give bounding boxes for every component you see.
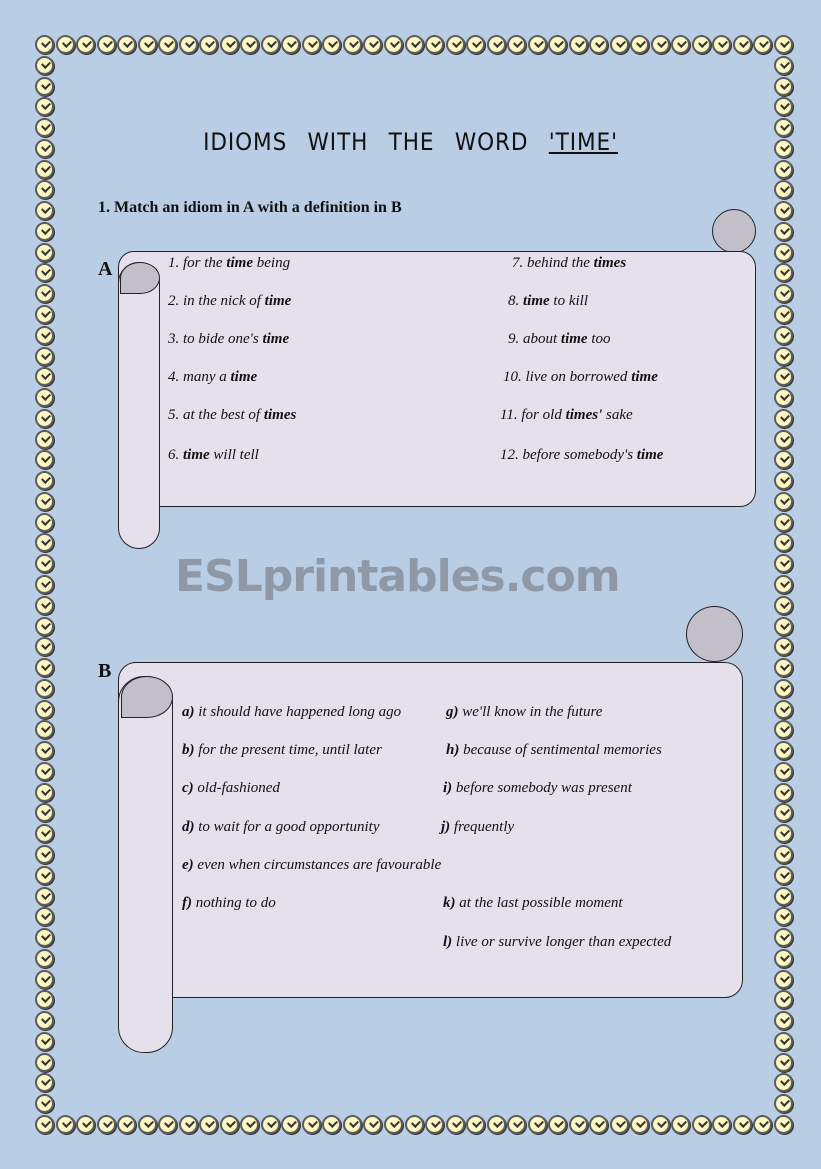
- definition-item: [182, 857, 441, 874]
- item-number: 2.: [168, 293, 180, 309]
- clock-icon: [774, 284, 793, 303]
- clock-icon: [35, 56, 54, 75]
- clock-icon: [35, 658, 54, 677]
- item-text: it should have happened long ago: [198, 704, 402, 720]
- clock-icon: [630, 35, 649, 54]
- clock-icon: [774, 803, 793, 822]
- idiom-item: [500, 447, 663, 464]
- clock-icon: [35, 222, 54, 241]
- item-text: nothing to do: [195, 895, 276, 911]
- clock-icon: [35, 388, 54, 407]
- clock-icon: [425, 1115, 444, 1134]
- clock-icon: [774, 866, 793, 885]
- clock-icon: [651, 1115, 670, 1134]
- clock-icon: [774, 907, 793, 926]
- clock-icon: [712, 1115, 731, 1134]
- item-text: too: [587, 331, 611, 347]
- clock-icon: [589, 1115, 608, 1134]
- clock-icon: [692, 35, 711, 54]
- clock-icon: [35, 803, 54, 822]
- clock-icon: [138, 35, 157, 54]
- clock-icon: [446, 35, 465, 54]
- clock-icon: [35, 845, 54, 864]
- clock-icon: [35, 1094, 54, 1113]
- item-number: 12.: [500, 447, 519, 463]
- idiom-item: [500, 407, 633, 424]
- clock-icon: [35, 243, 54, 262]
- item-keyword: time: [230, 369, 258, 385]
- clock-icon: [35, 533, 54, 552]
- item-keyword: time: [183, 447, 210, 463]
- item-keyword: times: [593, 255, 627, 271]
- item-text: live or survive longer than expected: [455, 934, 672, 950]
- item-number: 4.: [168, 369, 180, 385]
- clock-icon: [35, 492, 54, 511]
- idiom-item: [168, 407, 296, 424]
- item-keyword: time: [264, 293, 292, 309]
- clock-icon: [35, 513, 54, 532]
- idiom-item: [168, 293, 291, 310]
- clock-icon: [35, 617, 54, 636]
- item-text: for the present time, until later: [198, 742, 382, 758]
- item-text: for old: [521, 407, 566, 423]
- clock-icon: [35, 35, 54, 54]
- item-text: even when circumstances are favourable: [197, 857, 442, 873]
- clock-icon: [35, 97, 54, 116]
- clock-icon: [363, 35, 382, 54]
- clock-icon: [774, 347, 793, 366]
- item-text: to wait for a good opportunity: [198, 819, 380, 835]
- definition-item: [446, 704, 602, 721]
- exercise-instruction: 1. Match an idiom in A with a definition in B: [98, 199, 402, 216]
- clock-icon: [589, 35, 608, 54]
- idiom-item: [512, 255, 626, 272]
- clock-icon: [35, 575, 54, 594]
- clock-icon: [35, 450, 54, 469]
- item-keyword: time: [226, 255, 254, 271]
- clock-icon: [610, 1115, 629, 1134]
- item-text: at the last possible moment: [459, 895, 623, 911]
- clock-icon: [35, 77, 54, 96]
- clock-icon: [35, 990, 54, 1009]
- clock-icon: [35, 783, 54, 802]
- item-text: sake: [602, 407, 633, 423]
- clock-icon: [671, 35, 690, 54]
- definition-item: [182, 742, 382, 759]
- item-letter: c): [182, 780, 194, 796]
- clock-icon: [35, 471, 54, 490]
- clock-icon: [117, 35, 136, 54]
- clock-icon: [774, 450, 793, 469]
- clock-icon: [35, 284, 54, 303]
- clock-icon: [528, 1115, 547, 1134]
- clock-icon: [774, 596, 793, 615]
- clock-icon: [35, 409, 54, 428]
- item-letter: l): [443, 934, 453, 950]
- clock-icon: [138, 1115, 157, 1134]
- scroll-roll: [118, 262, 160, 549]
- scroll-roll: [118, 676, 173, 1053]
- clock-icon: [35, 1032, 54, 1051]
- clock-icon: [753, 35, 772, 54]
- definition-item: [182, 704, 401, 721]
- scroll-curl: [120, 262, 160, 294]
- clock-icon: [35, 201, 54, 220]
- clock-icon: [774, 97, 793, 116]
- clock-icon: [774, 409, 793, 428]
- clock-icon: [774, 554, 793, 573]
- clock-icon: [774, 762, 793, 781]
- clock-icon: [56, 35, 75, 54]
- clock-icon: [692, 1115, 711, 1134]
- definition-item: [443, 934, 671, 951]
- clock-icon: [774, 513, 793, 532]
- clock-icon: [261, 1115, 280, 1134]
- item-number: 10.: [503, 369, 522, 385]
- clock-icon: [97, 1115, 116, 1134]
- clock-icon: [774, 222, 793, 241]
- clock-icon: [425, 35, 444, 54]
- clock-icon: [774, 305, 793, 324]
- clock-icon: [35, 720, 54, 739]
- item-text: before somebody's: [522, 447, 637, 463]
- clock-icon: [35, 637, 54, 656]
- item-text: about: [523, 331, 561, 347]
- clock-icon: [774, 1032, 793, 1051]
- section-b-label: B: [98, 660, 112, 682]
- clock-icon: [322, 35, 341, 54]
- clock-icon: [487, 35, 506, 54]
- clock-icon: [35, 367, 54, 386]
- clock-icon: [569, 35, 588, 54]
- scroll-curl: [686, 606, 743, 662]
- scroll-curl: [121, 676, 173, 718]
- clock-icon: [240, 35, 259, 54]
- clock-icon: [774, 1115, 793, 1134]
- clock-icon: [35, 741, 54, 760]
- clock-icon: [548, 35, 567, 54]
- clock-icon: [240, 1115, 259, 1134]
- clock-icon: [487, 1115, 506, 1134]
- clock-icon: [35, 887, 54, 906]
- clock-icon: [774, 430, 793, 449]
- clock-icon: [774, 741, 793, 760]
- clock-icon: [35, 596, 54, 615]
- definition-item: [441, 819, 514, 836]
- clock-icon: [35, 824, 54, 843]
- clock-icon: [35, 1115, 54, 1134]
- definition-item: [443, 895, 623, 912]
- clock-icon: [97, 35, 116, 54]
- idiom-item: [168, 447, 259, 464]
- item-number: 8.: [508, 293, 520, 309]
- item-number: 6.: [168, 447, 180, 463]
- item-keyword: times': [565, 407, 603, 423]
- clock-icon: [774, 533, 793, 552]
- clock-icon: [199, 35, 218, 54]
- item-letter: i): [443, 780, 453, 796]
- clock-icon: [384, 35, 403, 54]
- item-text: because of sentimental memories: [463, 742, 662, 758]
- item-text: in the nick of: [183, 293, 265, 309]
- clock-icon: [35, 554, 54, 573]
- clock-icon: [774, 658, 793, 677]
- item-text: to kill: [549, 293, 588, 309]
- clock-icon: [363, 1115, 382, 1134]
- clock-icon: [179, 35, 198, 54]
- clock-icon: [774, 35, 793, 54]
- clock-icon: [774, 388, 793, 407]
- clock-icon: [302, 1115, 321, 1134]
- clock-icon: [507, 1115, 526, 1134]
- item-text: behind the: [527, 255, 594, 271]
- idiom-item: [508, 331, 611, 348]
- item-letter: g): [446, 704, 459, 720]
- definition-item: [182, 819, 380, 836]
- item-letter: k): [443, 895, 456, 911]
- title-word: 'TIME': [548, 128, 618, 156]
- clock-icon: [774, 367, 793, 386]
- item-number: 11.: [500, 407, 518, 423]
- item-text: we'll know in the future: [462, 704, 603, 720]
- clock-icon: [220, 1115, 239, 1134]
- item-keyword: time: [523, 293, 550, 309]
- item-letter: j): [441, 819, 451, 835]
- clock-icon: [774, 263, 793, 282]
- definition-item: [182, 895, 276, 912]
- item-number: 9.: [508, 331, 520, 347]
- clock-icon: [774, 1053, 793, 1072]
- idiom-item: [508, 293, 588, 310]
- clock-icon: [548, 1115, 567, 1134]
- item-text: live on borrowed: [525, 369, 632, 385]
- clock-icon: [774, 928, 793, 947]
- clock-icon: [569, 1115, 588, 1134]
- clock-icon: [774, 1073, 793, 1092]
- clock-icon: [774, 575, 793, 594]
- item-text: old-fashioned: [197, 780, 280, 796]
- clock-icon: [446, 1115, 465, 1134]
- clock-icon: [76, 1115, 95, 1134]
- clock-icon: [35, 1011, 54, 1030]
- clock-icon: [733, 35, 752, 54]
- clock-icon: [774, 679, 793, 698]
- title-text: IDIOMS WITH THE WORD: [203, 128, 549, 156]
- clock-icon: [343, 35, 362, 54]
- clock-icon: [76, 35, 95, 54]
- clock-icon: [56, 1115, 75, 1134]
- clock-icon: [343, 1115, 362, 1134]
- clock-icon: [199, 1115, 218, 1134]
- clock-icon: [35, 907, 54, 926]
- clock-icon: [774, 970, 793, 989]
- clock-icon: [35, 160, 54, 179]
- clock-icon: [774, 77, 793, 96]
- item-text: many a: [183, 369, 231, 385]
- clock-icon: [774, 180, 793, 199]
- clock-icon: [35, 326, 54, 345]
- clock-icon: [774, 783, 793, 802]
- clock-icon: [158, 1115, 177, 1134]
- clock-icon: [774, 56, 793, 75]
- definition-item: [446, 742, 662, 759]
- clock-icon: [774, 1011, 793, 1030]
- definition-item: [443, 780, 632, 797]
- item-text: to bide one's: [183, 331, 263, 347]
- clock-icon: [774, 720, 793, 739]
- clock-icon: [733, 1115, 752, 1134]
- idiom-item: [503, 369, 658, 386]
- clock-icon: [35, 180, 54, 199]
- idiom-item: [168, 255, 290, 272]
- clock-icon: [35, 970, 54, 989]
- item-letter: h): [446, 742, 460, 758]
- clock-icon: [774, 637, 793, 656]
- clock-icon: [281, 1115, 300, 1134]
- item-keyword: time: [262, 331, 290, 347]
- clock-icon: [753, 1115, 772, 1134]
- item-keyword: time: [560, 331, 588, 347]
- clock-icon: [158, 35, 177, 54]
- clock-icon: [35, 1073, 54, 1092]
- clock-icon: [220, 35, 239, 54]
- clock-icon: [405, 35, 424, 54]
- clock-icon: [281, 35, 300, 54]
- clock-icon: [405, 1115, 424, 1134]
- clock-icon: [774, 1094, 793, 1113]
- clock-icon: [35, 700, 54, 719]
- definition-item: [182, 780, 280, 797]
- clock-icon: [35, 347, 54, 366]
- item-keyword: time: [636, 447, 664, 463]
- item-keyword: time: [631, 369, 658, 385]
- clock-icon: [35, 762, 54, 781]
- page-title: [41, 128, 780, 156]
- clock-icon: [712, 35, 731, 54]
- clock-icon: [774, 949, 793, 968]
- item-letter: a): [182, 704, 195, 720]
- item-letter: f): [182, 895, 192, 911]
- watermark: ESLprintables.com: [175, 551, 620, 602]
- clock-icon: [302, 35, 321, 54]
- clock-icon: [35, 430, 54, 449]
- clock-icon: [774, 845, 793, 864]
- item-keyword: times: [263, 407, 297, 423]
- clock-icon: [774, 617, 793, 636]
- item-text: before somebody was present: [455, 780, 632, 796]
- clock-icon: [528, 35, 547, 54]
- item-text: being: [253, 255, 291, 271]
- item-letter: e): [182, 857, 194, 873]
- clock-icon: [774, 824, 793, 843]
- item-text: for the: [183, 255, 227, 271]
- clock-icon: [774, 700, 793, 719]
- clock-icon: [774, 492, 793, 511]
- clock-icon: [774, 160, 793, 179]
- clock-icon: [117, 1115, 136, 1134]
- clock-icon: [179, 1115, 198, 1134]
- clock-icon: [774, 201, 793, 220]
- clock-icon: [774, 326, 793, 345]
- item-text: frequently: [453, 819, 515, 835]
- item-number: 5.: [168, 407, 180, 423]
- clock-icon: [261, 35, 280, 54]
- clock-icon: [35, 679, 54, 698]
- clock-icon: [651, 35, 670, 54]
- clock-icon: [322, 1115, 341, 1134]
- item-text: at the best of: [183, 407, 264, 423]
- clock-icon: [35, 305, 54, 324]
- clock-icon: [774, 471, 793, 490]
- clock-icon: [384, 1115, 403, 1134]
- item-number: 3.: [168, 331, 180, 347]
- idiom-item: [168, 331, 289, 348]
- item-number: 7.: [512, 255, 524, 271]
- clock-icon: [35, 949, 54, 968]
- clock-icon: [35, 263, 54, 282]
- clock-icon: [466, 1115, 485, 1134]
- clock-icon: [630, 1115, 649, 1134]
- clock-icon: [35, 1053, 54, 1072]
- idiom-item: [168, 369, 257, 386]
- clock-icon: [774, 990, 793, 1009]
- clock-icon: [466, 35, 485, 54]
- item-letter: b): [182, 742, 195, 758]
- clock-icon: [610, 35, 629, 54]
- clock-icon: [35, 866, 54, 885]
- clock-icon: [671, 1115, 690, 1134]
- item-text: will tell: [209, 447, 259, 463]
- item-number: 1.: [168, 255, 180, 271]
- clock-icon: [507, 35, 526, 54]
- item-letter: d): [182, 819, 195, 835]
- scroll-curl: [712, 209, 756, 253]
- section-a-label: A: [98, 258, 113, 280]
- clock-icon: [35, 928, 54, 947]
- clock-icon: [774, 887, 793, 906]
- clock-icon: [774, 243, 793, 262]
